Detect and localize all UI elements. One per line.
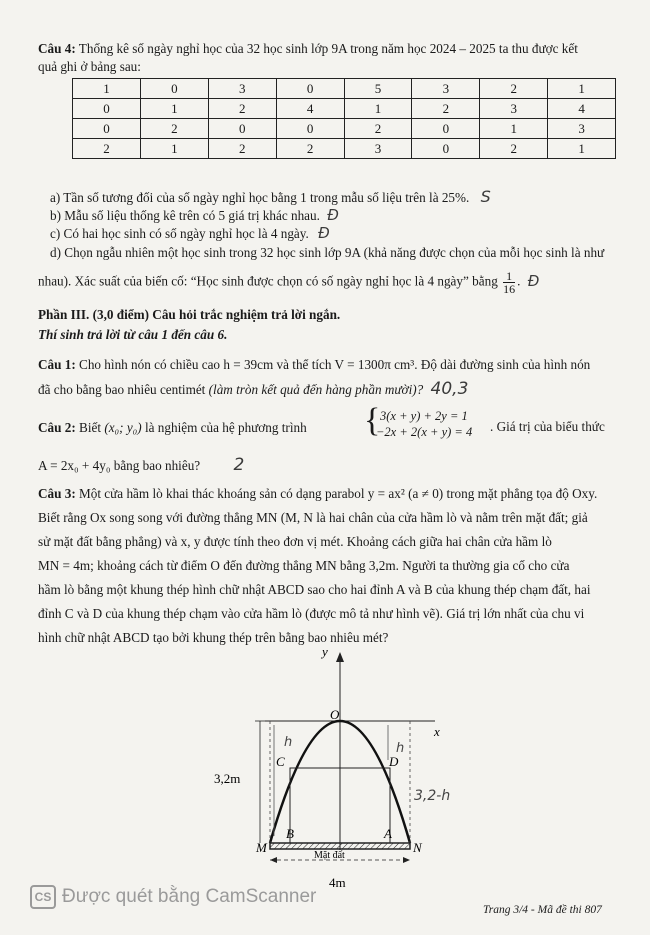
table-cell: 2 xyxy=(73,139,141,159)
hand-expression: 3,2-h xyxy=(414,788,451,804)
c3-line4: MN = 4m; khoảng cách từ điểm O đến đường thẳng MN bằng 3,2m. Người ta thường gia cố cho cửa xyxy=(38,558,570,573)
table-cell: 0 xyxy=(276,79,344,99)
x-axis-label: x xyxy=(434,724,440,739)
c3-text1: Một cửa hầm lò khai thác khoáng sản có dạng parabol y = ax² (a ≠ 0) trong mặt phẳng tọa độ Oxy. xyxy=(79,486,598,501)
q4-c xyxy=(50,224,330,243)
c1-text2-italic: (làm tròn kết quả đến hàng phần mười)? xyxy=(208,382,424,397)
table-cell: 0 xyxy=(140,79,208,99)
table-row xyxy=(73,79,616,99)
q4-b xyxy=(50,206,339,225)
table-cell: 0 xyxy=(276,119,344,139)
q4-d-line1: d) Chọn ngẫu nhiên một học sinh trong 32 học sinh lớp 9A (khả năng được chọn của mỗi học sinh là như xyxy=(50,245,605,260)
table-cell: 3 xyxy=(480,99,548,119)
table-cell: 1 xyxy=(73,79,141,99)
table-cell: 1 xyxy=(548,79,616,99)
table-cell: 3 xyxy=(208,79,276,99)
table-cell: 0 xyxy=(73,99,141,119)
table-cell: 0 xyxy=(412,119,480,139)
c2-eq1: 3(x + y) + 2y = 1 xyxy=(380,409,468,423)
table-cell: 2 xyxy=(480,79,548,99)
y-axis-arrow xyxy=(336,652,344,662)
table-cell: 1 xyxy=(140,99,208,119)
q4-a-handmark: S xyxy=(480,187,491,206)
c2-handwritten-answer: 2 xyxy=(233,455,245,475)
table-cell: 2 xyxy=(344,119,412,139)
table-cell: 2 xyxy=(412,99,480,119)
c3-line6: đỉnh C và D của khung thép chạm vào cửa hầm lò (được mô tả như hình vẽ). Giá trị lớn nhất của chu vi xyxy=(38,606,585,621)
table-cell: 1 xyxy=(344,99,412,119)
q4-b-text: b) Mẫu số liệu thống kê trên có 5 giá trị khác nhau. xyxy=(50,208,320,223)
c1-text: Cho hình nón có chiều cao h = 39cm và thể tích V = 1300π cm³. Độ dài đường sinh của hình nón xyxy=(79,357,591,372)
origin-label: O xyxy=(330,707,340,722)
table-cell: 4 xyxy=(276,99,344,119)
c3-label: Câu 3: xyxy=(38,486,76,501)
table-cell: 2 xyxy=(276,139,344,159)
table-cell: 0 xyxy=(412,139,480,159)
c3-line2: Biết rằng Ox song song với đường thẳng MN (M, N là hai chân của cửa hầm lò và nằm trên mặt đất; giả xyxy=(38,510,588,525)
hand-h-left: h xyxy=(284,735,293,750)
q4-d-line2: nhau). Xác suất của biến cố: “Học sinh được chọn có số ngày nghỉ học là 4 ngày” bằng $\frac{1}{16}$ . Đ xyxy=(38,269,540,296)
table-cell: 5 xyxy=(344,79,412,99)
q4-d-handmark: Đ xyxy=(527,271,540,290)
camscanner-watermark xyxy=(30,885,316,909)
point-c-label: C xyxy=(276,754,285,769)
c1-label: Câu 1: xyxy=(38,357,76,372)
c1-line2 xyxy=(38,380,468,399)
q4-b-handmark: Đ xyxy=(327,206,339,224)
q4-d-text: nhau). Xác suất của biến cố: “Học sinh được chọn có số ngày nghỉ học là 4 ngày” bằng xyxy=(38,273,498,289)
point-m-label: M xyxy=(256,840,267,855)
q4-intro-line2: quả ghi ở bảng sau: xyxy=(38,59,141,74)
table-cell: 0 xyxy=(208,119,276,139)
c2-eq2: −2x + 2(x + y) = 4 xyxy=(376,425,473,439)
y-axis-label: y xyxy=(322,644,328,659)
height-label: 3,2m xyxy=(214,771,241,786)
table-cell: 1 xyxy=(140,139,208,159)
q4-intro xyxy=(38,40,578,58)
hand-h-right: h xyxy=(396,741,405,756)
c3-line1 xyxy=(38,485,597,503)
c1-line1 xyxy=(38,356,590,374)
table-cell: 0 xyxy=(73,119,141,139)
c2-text3: . Giá trị của biểu thức xyxy=(490,419,605,434)
table-cell: 3 xyxy=(548,119,616,139)
q4-c-handmark: Đ xyxy=(318,224,330,242)
watermark-text: Được quét bằng CamScanner xyxy=(62,886,317,908)
part3-subtitle: Thí sinh trả lời từ câu 1 đến câu 6. xyxy=(38,327,228,342)
camscanner-logo-icon: CS xyxy=(30,885,56,909)
c2-text2: là nghiệm của hệ phương trình xyxy=(144,420,307,435)
parabola-figure xyxy=(200,640,460,895)
c1-handwritten-answer: 40,3 xyxy=(430,379,469,399)
q4-d-fraction xyxy=(503,270,515,295)
c2-line2 xyxy=(38,456,244,475)
absence-table xyxy=(72,78,616,159)
table-row xyxy=(73,99,616,119)
c2-pair: (x₀; y₀) xyxy=(104,420,142,435)
c2-label: Câu 2: xyxy=(38,420,76,435)
table-cell: 3 xyxy=(412,79,480,99)
c2-line2-text: A = 2x₀ + 4y₀ bằng bao nhiêu? xyxy=(38,458,201,473)
ground-line xyxy=(270,843,410,849)
table-cell: 1 xyxy=(480,119,548,139)
point-b-label: B xyxy=(286,826,294,841)
page-footer: Trang 3/4 - Mã đề thi 807 xyxy=(483,904,602,916)
q4-a-text: a) Tần số tương đối của số ngày nghỉ học bằng 1 trong mẫu số liệu trên là 25%. xyxy=(50,190,470,205)
fraction-numerator: 1 xyxy=(503,270,515,283)
width-label: 4m xyxy=(329,875,346,890)
c2-text1: Biết xyxy=(79,420,102,435)
part3-title: Phần III. (3,0 điểm) Câu hỏi trắc nghiệm trả lời ngắn. xyxy=(38,307,341,322)
c3-line3: sử mặt đất bằng phẳng) và x, y được tính theo đơn vị mét. Khoảng cách giữa hai chân cửa hầm lò xyxy=(38,534,552,549)
table-cell: 2 xyxy=(208,99,276,119)
point-d-label: D xyxy=(389,754,399,769)
table-cell: 1 xyxy=(548,139,616,159)
system-brace: { xyxy=(364,402,381,439)
table-row xyxy=(73,139,616,159)
c3-line7: hình chữ nhật ABCD tạo bởi khung thép trên bằng bao nhiêu mét? xyxy=(38,630,389,645)
table-cell: 2 xyxy=(480,139,548,159)
ground-label: Mặt đất xyxy=(314,850,345,861)
table-cell: 2 xyxy=(140,119,208,139)
q4-c-text: c) Có hai học sinh có số ngày nghỉ học là 4 ngày. xyxy=(50,226,309,241)
c2-line1 xyxy=(38,419,307,437)
point-n-label: N xyxy=(413,840,422,855)
table-row xyxy=(73,119,616,139)
q4-a xyxy=(50,188,491,207)
c1-text2: đã cho bằng bao nhiêu centimét xyxy=(38,382,206,397)
c3-line5: hầm lò bằng một khung thép hình chữ nhật ABCD sao cho hai đỉnh A và B của khung thép chạm đất, hai xyxy=(38,582,591,597)
table-cell: 3 xyxy=(344,139,412,159)
table-cell: 4 xyxy=(548,99,616,119)
q4-intro-line1: Thống kê số ngày nghỉ học của 32 học sinh lớp 9A trong năm học 2024 – 2025 ta thu được kết xyxy=(78,41,578,56)
q4-label: Câu 4: xyxy=(38,41,76,56)
fraction-denominator: 16 xyxy=(503,282,516,296)
point-a-label: A xyxy=(384,826,392,841)
table-cell: 2 xyxy=(208,139,276,159)
